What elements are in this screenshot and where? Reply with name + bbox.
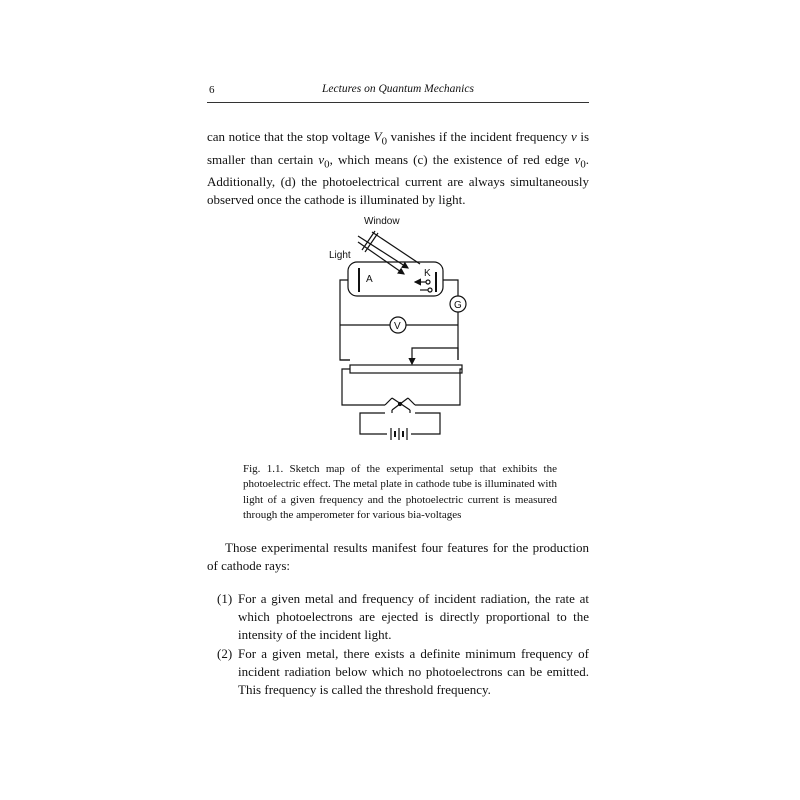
paragraph-four-features: Those experimental results manifest four features for the production of cathode rays: — [207, 540, 589, 573]
battery-right-wire — [411, 413, 440, 434]
page-number: 6 — [209, 84, 215, 96]
anode-label: A — [366, 274, 373, 285]
light-label: Light — [329, 250, 351, 261]
battery-icon — [391, 428, 407, 440]
red-edge-symbol: ν — [574, 151, 581, 167]
reversing-switch-icon — [385, 398, 415, 413]
rheostat-resistor — [350, 365, 462, 373]
stop-voltage-symbol: V — [373, 129, 382, 144]
threshold-frequency-symbol: ν — [318, 151, 325, 167]
sliding-contact-wire — [412, 348, 458, 364]
battery-left-wire — [360, 413, 387, 434]
anode-lead-wire — [340, 280, 350, 360]
figure-caption: Fig. 1.1. Sketch map of the experimental setup that exhibits the photoelectric effect. The metal plate in cathode tube is illuminated with light of a given frequency and the photoelectric current is measured through the amperometer for various bia-voltages — [243, 463, 557, 522]
list-item-text: For a given metal and frequency of incident radiation, the rate at which photoelectrons are ejected is directly proportional to the intensity of the incident light. — [238, 591, 589, 642]
window-label: Window — [364, 216, 400, 227]
figure-photoelectric-setup — [320, 210, 480, 445]
voltmeter-label: V — [394, 321, 401, 332]
running-header — [207, 82, 589, 103]
circuit-diagram — [320, 210, 480, 445]
paragraph-photoelectric-observations: can notice that the stop voltage $V_0$ vanishes if the incident frequency ν is smaller than certain $\nu_0$, which means (c) the existence of red edge $\nu_0$. Additionally, (d) the photoelectrical current are always simultaneously observed once the cathode is illuminated by light. — [207, 129, 590, 208]
cathode-label: K — [424, 268, 431, 279]
rheostat-left-wire — [342, 369, 385, 405]
list-item-number: (1) — [217, 591, 233, 606]
list-item-number: (2) — [217, 646, 233, 661]
list-item-text: For a given metal, there exists a definite minimum frequency of incident radiation below which no photoelectrons can be emitted. This frequency is called the threshold frequency. — [238, 646, 589, 697]
frequency-symbol: ν — [570, 129, 577, 144]
rheostat-right-wire — [415, 369, 462, 405]
running-title: Lectures on Quantum Mechanics — [322, 83, 474, 95]
galvanometer-label: G — [454, 300, 462, 311]
cathode-lead-wire — [443, 280, 458, 296]
